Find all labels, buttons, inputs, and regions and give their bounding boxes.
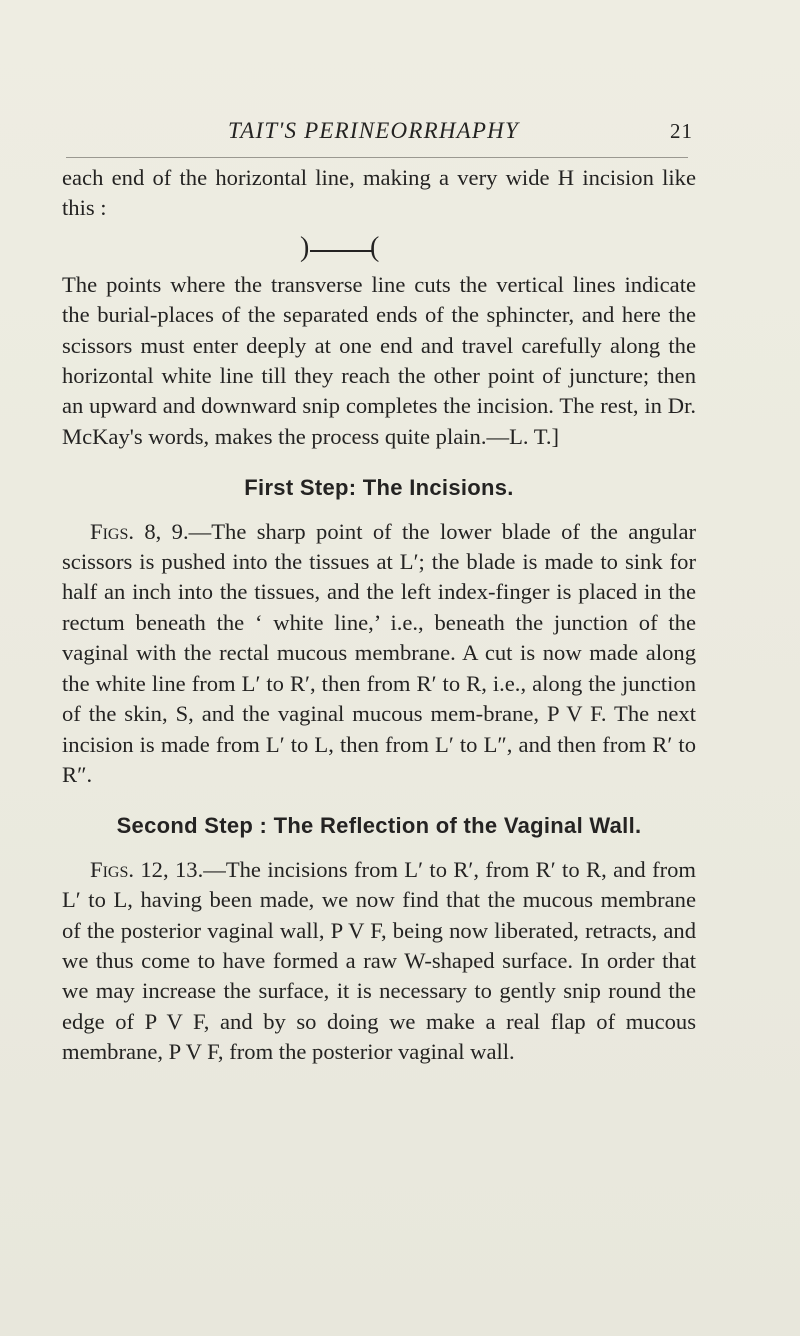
paragraph-incisions [62,517,696,791]
running-title: TAIT'S PERINEORRHAPHY [228,118,519,143]
h-incision-figure [62,224,696,270]
h-incision-horizontal-line [310,250,372,252]
section-heading-second-step: Second Step : The Reflection of the Vaginal Wall. [116,813,642,839]
paragraph-reflection-text: 12, 13.—The incisions from L′ to R′, from R′ to R, and from L′ to L, having been made, we now find that the mucous membrane of the posterior vaginal wall, P V F, being now liberated, retracts, and we thus come to have formed a raw W-shaped surface. In order that we may increase the surface, it is necessary to gently snip round the edge of P V F, and by so doing we make a real flap of mucous membrane, P V F, from the posterior vaginal wall. [62,856,696,1065]
header-rule [66,157,688,158]
figs-label: Figs. [90,856,134,882]
h-incision-left-stroke: ) [300,231,310,263]
paragraph-reflection [62,855,696,1068]
page-number: 21 [670,119,693,143]
section-heading-first-step: First Step: The Incisions. [244,475,514,501]
paragraph-incisions-text: 8, 9.—The sharp point of the lower blade of the angular scissors is pushed into the tissues at L′; the blade is made to sink for half an inch into the tissues, and the left index-finger is placed in the rectum beneath the ‘ white line,’ i.e., beneath the junction of the vaginal with the rectal mucous membrane. A cut is now made along the white line from L′ to R′, then from R′ to R, i.e., along the junction of the skin, S, and the vaginal mucous mem-brane, P V F. The next incision is made from L′ to L, then from L′ to L″, and then from R′ to R″. [62,518,696,787]
h-incision-right-stroke: ( [370,231,380,263]
paragraph-burial-places: The points where the transverse line cuts the vertical lines indicate the burial-places of the separated ends of the sphincter, and here the scissors must enter deeply at one end and travel carefully along the horizontal white line till they reach the other point of juncture; then an upward and downward snip completes the incision. The rest, in Dr. McKay's words, makes the process quite plain.—L. T.] [62,271,696,449]
figs-label: Figs. [90,518,134,544]
paragraph-continuation: each end of the horizontal line, making a very wide H incision like this : [62,165,696,221]
page-body [62,163,696,1068]
